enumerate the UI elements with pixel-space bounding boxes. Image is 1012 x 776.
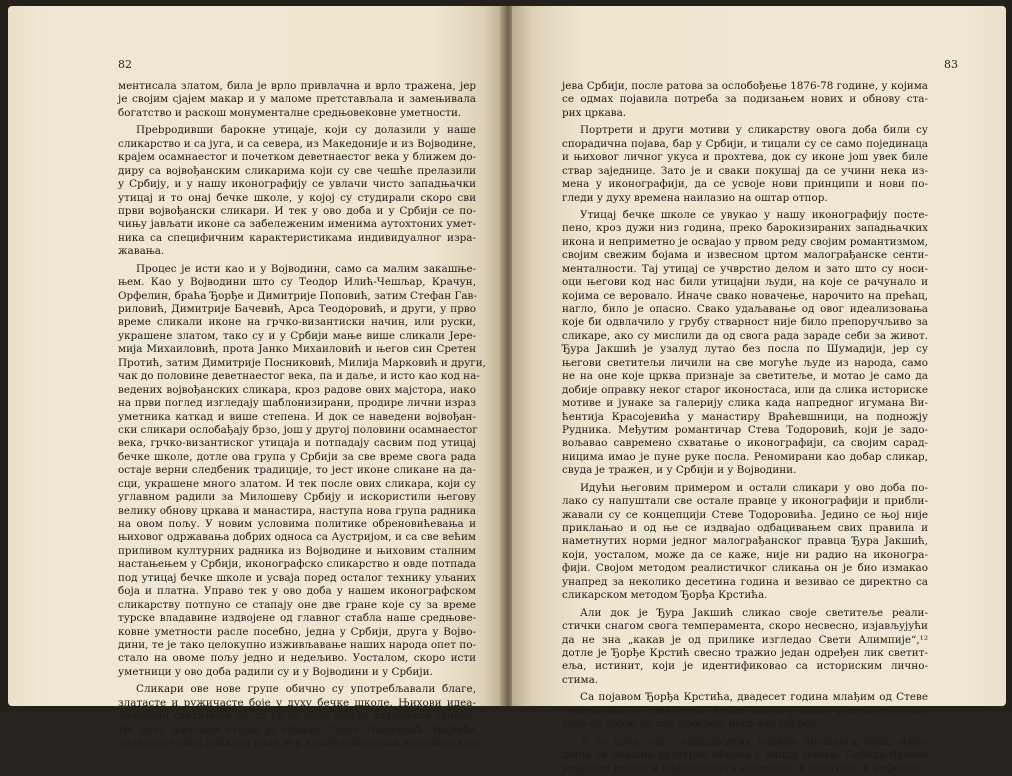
text-line: уметници у ово доба радили су и у Војводини и у Србији. xyxy=(118,665,433,678)
text-line: под утицај бечке школе и усваја поред осталог технику уљаних xyxy=(118,571,476,584)
text-line: Процес је исти као и у Војводини, само са малим закашње- xyxy=(136,262,476,275)
text-line: златасте и ружичасте боје у духу бечке школе. Њихови идеа- xyxy=(118,696,476,709)
text-line: ведених војвођанских сликара, кроз радове ових мајстора, иако xyxy=(118,383,476,396)
paragraph xyxy=(562,124,928,205)
right-page-text xyxy=(562,80,928,776)
text-line: добије оправку неког старог иконостаса, или да слика историске xyxy=(562,383,928,396)
text-line: Али док је Ђура Јакшић сликао своје светитеље реали- xyxy=(580,606,928,619)
text-line: Прebродивши барокне утицаје, који су долазили у наше xyxy=(136,124,476,137)
text-line: ковне уметности расле посебно, једна у Србији, друга у Војво- xyxy=(118,625,476,638)
text-line: својим свежим бојама и извесном цртом малограђанске сенти- xyxy=(562,249,928,262)
text-line: сликарству потпуно се стапају оне две гране које су за време xyxy=(118,598,476,611)
paragraph xyxy=(562,482,928,603)
text-line: лако су напуштали све остале правце у иконографији и прибли- xyxy=(562,495,928,508)
text-line: лизовани светитељи често су на себи имали католичке ознаке. xyxy=(118,710,476,723)
text-line: сликаре, ако су мислили да од свога рада зараде себи за живот. xyxy=(562,329,928,342)
text-line: њиховог одржавања добрих односа са Аустријом, и са све већим xyxy=(118,531,476,544)
text-line: стало на овоме пољу једно и недељиво. Уосталом, скоро исти xyxy=(118,652,476,665)
text-line: делатност ових сликара пала је у време припајања источних кра- xyxy=(118,737,480,749)
text-line: рих цркава. xyxy=(562,106,627,119)
paragraph xyxy=(118,80,476,120)
text-line: икона и неприметно је освајао у првом реду својим романтизмом, xyxy=(562,235,928,248)
text-line: време сликали иконе на грчко-византиски начин, или руски, xyxy=(118,316,476,329)
text-line: ски сликари ослобађају брзо, још у другој половини осамнаестог xyxy=(118,423,478,436)
text-line: богатство и раскош монументалне средњовековне уметности. xyxy=(118,106,462,119)
text-line: пено, кроз дужи низ година, преко барокизираних западњачких xyxy=(562,222,928,235)
paragraph xyxy=(562,607,928,688)
text-line: На челу њиховом стајао је сликар Стева Тодоровић. Највећа xyxy=(118,723,476,736)
text-line: фији. Својом методом реалистичког сликања он је био измакао xyxy=(562,562,928,575)
text-line: њем. Као у Војводини што су Теодор Илић-Чешљар, Крачун, xyxy=(118,276,476,289)
text-line: нагло, било је опасно. Свако удаљавање од овог идеализовања xyxy=(562,303,928,315)
text-line: углавном радили за Милошеву Србију и искористили његову xyxy=(118,491,476,504)
text-line: ницима имао је пуне руке посла. Реномирани као добар сликар, xyxy=(562,450,928,463)
text-line: први војвођански сликари. И тек у ово доба и у Србији се по- xyxy=(118,204,476,217)
text-line: стички снагом свога темперамента, скоро несвесно, изјављујући xyxy=(562,620,928,633)
text-line: да не зна „какав је од прилике изгледао Свети Алимпије“,¹² xyxy=(562,633,928,646)
text-line: реформе језика и књижевности наметала је спонтано и реформу xyxy=(562,762,922,775)
text-line: свуда је тражен, и у Србији и у Војводини. xyxy=(562,464,797,477)
text-line: спорадична појава, бар у Србији, и тицали су се само појединаца xyxy=(562,137,928,150)
paragraph xyxy=(118,124,476,258)
text-line: Ђура Јакшић је узалуд лутао без посла по Шумадији, јер су xyxy=(562,343,928,356)
paragraph xyxy=(562,691,928,731)
text-line: чак до половине деветнаестог века, па и даље, и исто као код на- xyxy=(118,370,480,383)
text-line: крајем осамнаестог и почетком деветнаестог века у ближем до- xyxy=(118,151,476,164)
text-line: Рудника. Међутим романтичар Стева Тодоровић, који је задо- xyxy=(562,423,928,436)
text-line: Тодоровића, и сликарство бечке школе у нашој уметности пока- xyxy=(562,704,928,717)
text-line: на први поглед изгледају шаблонизирани, продире лични израз xyxy=(118,397,476,410)
text-line: јева Србији, после ратова за ослобођење 1876-78 године, у којима xyxy=(562,80,928,92)
text-line: жавали су се концепцији Стеве Тодоровића. Једино се њој није xyxy=(562,508,928,521)
paragraph xyxy=(118,262,486,680)
text-line: жавања. xyxy=(118,245,165,258)
text-line: ника са специфичним карактеристикама индивидуалног изра- xyxy=(118,231,476,244)
text-line: његови светитељи личили на све могуће људе из народа, само xyxy=(562,356,928,369)
text-line: чињу јављати иконе са забележеним именима аутохтоних умет- xyxy=(118,218,476,231)
paragraph xyxy=(118,683,480,750)
text-line: остаје верни следбеник традиције, то јест иконе сликане на да- xyxy=(118,464,476,477)
text-line: на овом пољу. У новим условима политике обреновићевања и xyxy=(118,518,476,530)
text-line: ћентија Красојевића у манастиру Враћевшници, на подножју xyxy=(562,410,928,423)
right-page xyxy=(512,6,1006,775)
text-line: дотле је Ђорђе Крстић свесно тражио један одређен лик светит- xyxy=(562,646,928,659)
text-line: Сликари ове нове групе обично су употребљавали благе, xyxy=(136,683,476,696)
text-line: украшене златом, тако су и у Србији мање више сликали Јере- xyxy=(118,329,476,342)
text-line: оци његови код нас били утицајни људи, на које се рачунало и xyxy=(562,276,928,289)
text-line: дини, те је тако целокупно изживљавање наших народа опет по- xyxy=(118,638,476,651)
text-line: које би одвлачило у грубу стварност није било препоручљиво за xyxy=(562,316,928,329)
text-line: утицај и то онај бечке школе, у којој су студирали скоро сви xyxy=(118,191,476,204)
text-line: гледи у духу времена наилазио на оштар отпор. xyxy=(562,191,828,204)
paragraph xyxy=(562,736,928,776)
text-line: боја и платна. Управо тек у ово доба у нашем иконографском xyxy=(118,585,476,598)
left-page-text xyxy=(118,80,486,750)
text-line: сликарство и са југа, и са севера, из Македоније и из Војводине, xyxy=(118,137,476,150)
text-line: Орфелин, браћа Ђорђе и Димитрије Поповић, затим Стефан Гав- xyxy=(118,289,477,302)
text-line: у Србију, и у нашу иконографију се увлачи чисто западњачки xyxy=(118,178,476,191)
text-line: приклањао и од ње се издвајао одбацивањем свих правила и xyxy=(562,522,928,534)
text-line: и њиховог личног укуса и прохтева, док су иконе још увек биле xyxy=(562,151,928,164)
paragraph xyxy=(562,80,928,120)
text-line: велику обнову цркава и манастира, наступа нова група радника xyxy=(118,504,476,517)
text-line: сликарском методом Ђорђа Крстића. xyxy=(562,589,768,602)
text-line: зало се убрзо не као прогрес, него као регрес. xyxy=(562,718,820,731)
text-line: шила се снажна културна обнова у нашој земљи. Победа Вукове xyxy=(562,749,928,761)
text-line: ствар заједнице. Зато је и сваки покушај да се учини нека из- xyxy=(562,164,928,177)
text-line: сци, украшене много златом. И тек после ових сликара, који су xyxy=(118,477,476,490)
text-line: приливом културних радника из Војводине и њиховим сталним xyxy=(118,544,476,557)
text-line: стима. xyxy=(562,673,599,686)
text-line: еља, истинит, који је идентификовао са историским личнo- xyxy=(562,660,928,673)
text-line: Протић, затим Димитрије Посниковић, Милија Марковић и други, xyxy=(118,356,486,369)
text-line: настањењем у Србији, иконографско сликарство и овде потпада xyxy=(118,558,476,571)
text-line: мотиве и јунаке за галерију слика када напредног игумана Ви- xyxy=(562,397,928,410)
text-line: наметнутих норми једног малограђанског правца Ђура Јакшић, xyxy=(562,535,928,548)
text-line: којима се веровало. Иначе свако новачење, нарочито на прећац, xyxy=(562,289,928,302)
text-line: унапред за неколико десетина година и везивао се директно са xyxy=(562,575,928,588)
text-line: бечке школе, дотле ова група у Србији за све време свога рада xyxy=(118,450,476,463)
text-line: риловић, Димитрије Бачевић, Арса Теодоровић, и други, у прво xyxy=(118,303,476,315)
paragraph xyxy=(562,209,928,478)
text-line: не на оне које црква признаје за светитеље, и мотао је само да xyxy=(562,370,928,383)
text-line: Утицај бечке школе се увукао у нашу иконографију посте- xyxy=(580,208,928,221)
text-line: века, грчко-византиског утицаја и потпадају сасвим под утицај xyxy=(118,437,476,450)
text-line: који, уосталом, може да се каже, није ни радио на иконогра- xyxy=(562,548,928,561)
text-line: диру са војвођанским сликарима који су све чешће прелазили xyxy=(118,164,476,177)
text-line: се одмах појавила потреба за подизањем нових и обнову ста- xyxy=(562,93,928,106)
left-page xyxy=(8,6,504,749)
text-line: мија Михаиловић, прота Јанко Михаиловић и његов син Сретен xyxy=(118,343,476,356)
text-line: је својим сјајем макар и у маломе претстављала и замењивала xyxy=(118,93,476,106)
text-line: Са појавом Ђорђа Крстића, двадесет година млађим од Стеве xyxy=(580,691,928,704)
right-page-number: 83 xyxy=(944,58,958,71)
text-line: вољавао савремено схватање о иконографији, са својим сарад- xyxy=(562,437,928,450)
text-line: уметника каткад и више степена. И док се наведени војвођан- xyxy=(118,410,476,423)
text-line: Идући његовим примером и остали сликари у ово доба по- xyxy=(580,481,928,494)
text-line: Портрети и други мотиви у сликарству овога доба били су xyxy=(580,124,928,137)
text-line: У то доба, око седамдесетих година прошлога века, извр- xyxy=(580,735,928,748)
text-line: ментисала златом, била је врло привлачна и врло тражена, јер xyxy=(118,80,476,92)
text-line: менталности. Тај утицај се учврстио делом и зато што су носи- xyxy=(562,262,928,275)
text-line: турске владавине издвојене од главног стабла наше средњове- xyxy=(118,612,476,625)
left-page-number: 82 xyxy=(118,58,132,71)
text-line: мена у иконографији, да се усвоје нови принципи и нови по- xyxy=(562,178,928,191)
